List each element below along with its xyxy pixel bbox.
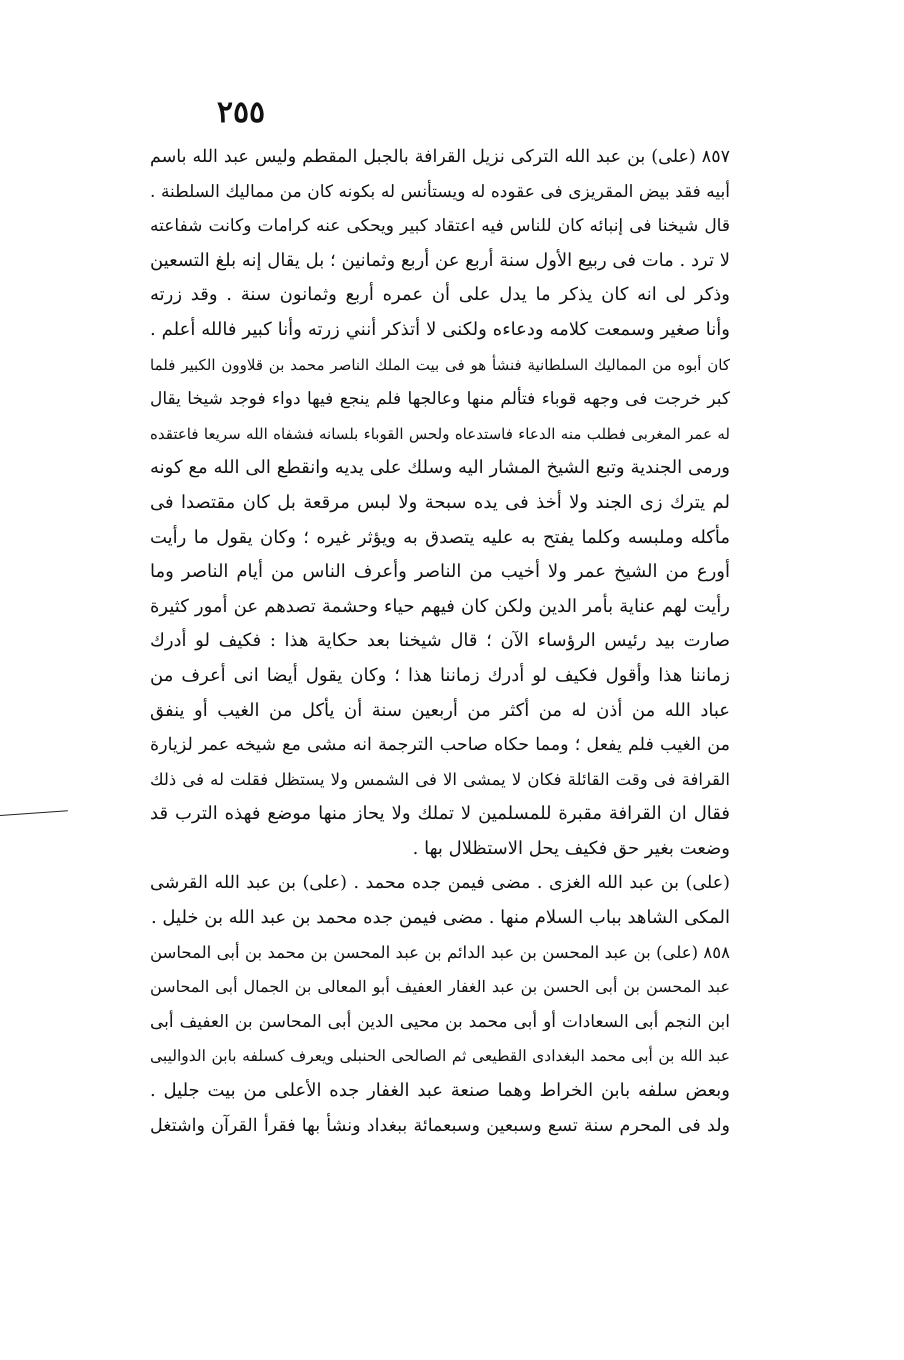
text-line: أورع من الشيخ عمر ولا أخيب من الناصر وأعرف الناس من أيام الناصر وما <box>150 561 730 583</box>
text-line: (على) بن عبد الله الغزى . مضى فيمن جده محمد . (على) بن عبد الله القرشى <box>150 873 730 894</box>
text-line: عباد الله من أذن له من أكثر من أربعين سنة أن يأكل من الغيب أو ينفق <box>150 699 730 721</box>
body-text <box>150 140 730 1143</box>
text-line: ٨٥٧ (على) بن عبد الله التركى نزيل القرافة بالجبل المقطم وليس عبد الله باسم <box>150 147 730 167</box>
text-line: لم يترك زى الجند ولا أخذ فى يده سبحة ولا لبس مرقعة بل كان مقتصدا فى <box>150 491 730 513</box>
text-line: كبر خرجت فى وجهه قوباء فتألم منها وعالجها فلم ينجع فيها دواء فوجد شيخا يقال <box>150 389 730 410</box>
text-line: عبد الله بن أبى محمد البغدادى القطيعى ثم الصالحى الحنبلى ويعرف كسلفه بابن الدواليبى <box>150 1047 730 1066</box>
text-line: ٨٥٨ (على) بن عبد المحسن بن عبد الدائم بن عبد المحسن بن محمد بن أبى المحاسن <box>150 942 730 962</box>
text-line: من الغيب فلم يفعل ؛ ومما حكاه صاحب الترجمة انه مشى مع شيخه عمر لزيارة <box>150 735 730 756</box>
text-line: ولد فى المحرم سنة تسع وسبعين وسبعمائة ببغداد ونشأ بها فقرأ القرآن واشتغل <box>150 1115 730 1136</box>
text-line: ابن النجم أبى السعادات أو أبى محمد بن محيى الدين أبى المحاسن بن العفيف أبى <box>150 1011 730 1032</box>
page-number: ٢٥٥ <box>216 95 266 130</box>
text-line: عبد المحسن بن أبى الحسن بن عبد الغفار العفيف أبو المعالى بن الجمال أبى المحاسن <box>150 977 730 997</box>
text-line: زماننا هذا وأقول فكيف لو أدرك زماننا هذا ؛ وكان يقول أيضا انى أعرف من <box>150 664 730 686</box>
text-line: وأنا صغير وسمعت كلامه ودعاءه ولكنى لا أتذكر أنني زرته وأنا كبير فالله أعلم . <box>150 318 730 340</box>
text-line: صارت بيد رئيس الرؤساء الآن ؛ قال شيخنا بعد حكاية هذا : فكيف لو أدرك <box>150 630 730 652</box>
text-line: أبيه فقد بيض المقريزى فى عقوده له ويستأنس له بكونه كان من مماليك السلطنة . <box>150 181 730 202</box>
text-line: له عمر المغربى فطلب منه الدعاء فاستدعاه ولحس القوباء بلسانه فشفاه الله سريعا فاعتقده <box>150 424 730 443</box>
text-line: وضعت بغير حق فكيف يحل الاستظلال بها . <box>412 837 730 859</box>
text-line: فقال ان القرافة مقبرة للمسلمين لا تملك ولا يحاز منها موضع فهذه الترب قد <box>150 803 730 825</box>
text-line: وذكر لى انه كان يذكر ما يدل على أن عمره أربع وثمانون سنة . وقد زرته <box>150 284 730 306</box>
text-line: ورمى الجندية وتبع الشيخ المشار اليه وسلك على يديه وانقطع الى الله مع كونه <box>150 457 730 479</box>
text-line: مأكله وملبسه وكلما يفتح به عليه يتصدق به ويؤثر غيره ؛ وكان يقول ما رأيت <box>150 526 730 548</box>
text-line: رأيت لهم عناية بأمر الدين ولكن كان فيهم حياء وحشمة تصدهم عن أمور كثيرة <box>150 595 730 617</box>
text-line: القرافة فى وقت القائلة فكان لا يمشى الا فى الشمس ولا يستظل فقلت له فى ذلك <box>150 769 730 789</box>
text-line: لا ترد . مات فى ربيع الأول سنة أربع عن أربع وثمانين ؛ بل يقال إنه بلغ التسعين <box>150 249 730 271</box>
margin-mark <box>0 810 68 816</box>
text-line: قال شيخنا فى إنبائه كان للناس فيه اعتقاد كبير ويحكى عنه كرامات وكانت شفاعته <box>150 216 730 237</box>
text-line: كان أبوه من المماليك السلطانية فنشأ هو فى بيت الملك الناصر محمد بن قلاوون الكبير فلما <box>150 355 730 374</box>
text-line: المكى الشاهد بباب السلام منها . مضى فيمن جده محمد بن عبد الله بن خليل . <box>150 907 730 929</box>
text-line: وبعض سلفه بابن الخراط وهما صنعة عبد الغفار جده الأعلى من بيت جليل . <box>150 1080 730 1102</box>
